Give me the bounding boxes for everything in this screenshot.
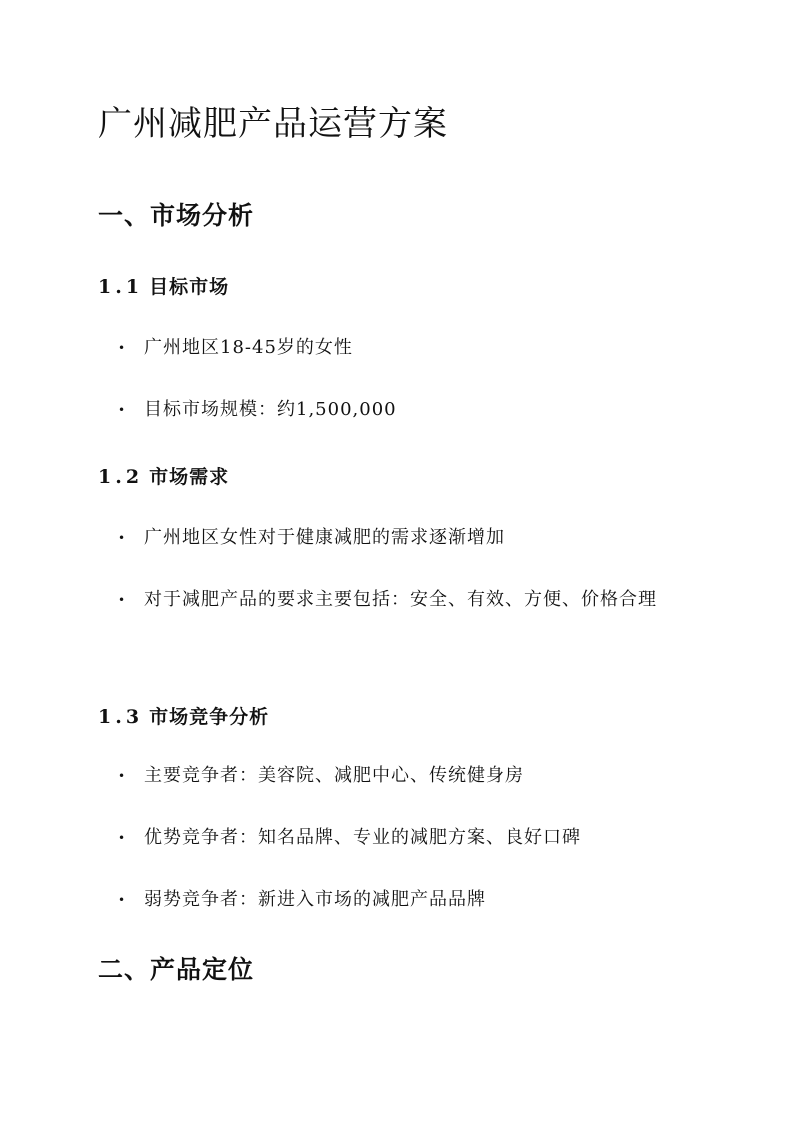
list-item-text: 弱势竞争者：新进入市场的减肥产品品牌 <box>144 889 486 910</box>
subsection-title: 市场需求 <box>149 466 230 488</box>
list-item <box>118 386 698 434</box>
subsection-number: 1.1 <box>98 276 144 298</box>
subsection-heading-target-market <box>98 272 229 299</box>
list-item-text: 广州地区18-45岁的女性 <box>144 337 353 358</box>
subsection-heading-market-demand <box>98 462 229 489</box>
bullet-icon: • <box>118 531 127 545</box>
subsection-number: 1.2 <box>98 466 144 488</box>
list-item-text: 主要竞争者：美容院、减肥中心、传统健身房 <box>144 765 524 786</box>
list-item-text: 广州地区女性对于健康减肥的需求逐渐增加 <box>144 527 505 548</box>
list-item <box>118 814 698 862</box>
list-item-text: 优势竞争者：知名品牌、专业的减肥方案、良好口碑 <box>144 827 581 848</box>
subsection-number: 1.3 <box>98 706 144 728</box>
document-title: 广州减肥产品运营方案 <box>98 104 448 144</box>
list-item-text: 对于减肥产品的要求主要包括：安全、有效、方便、价格合理 <box>144 589 657 610</box>
list-item <box>118 576 678 624</box>
bullet-icon: • <box>118 341 127 355</box>
bullet-icon: • <box>118 769 127 783</box>
list-item <box>118 324 698 372</box>
list-item-text: 目标市场规模：约1,500,000 <box>144 399 397 420</box>
bullet-icon: • <box>118 893 127 907</box>
list-item <box>118 514 698 562</box>
subsection-heading-competition <box>98 702 269 729</box>
section-heading-market-analysis: 一、市场分析 <box>98 201 255 230</box>
subsection-title: 市场竞争分析 <box>149 706 270 728</box>
bullet-icon: • <box>118 831 127 845</box>
subsection-title: 目标市场 <box>149 276 230 298</box>
bullet-icon: • <box>118 593 127 607</box>
list-item <box>118 876 698 924</box>
bullet-icon: • <box>118 403 127 417</box>
section-heading-product-positioning: 二、产品定位 <box>98 955 255 984</box>
list-item <box>118 752 698 800</box>
